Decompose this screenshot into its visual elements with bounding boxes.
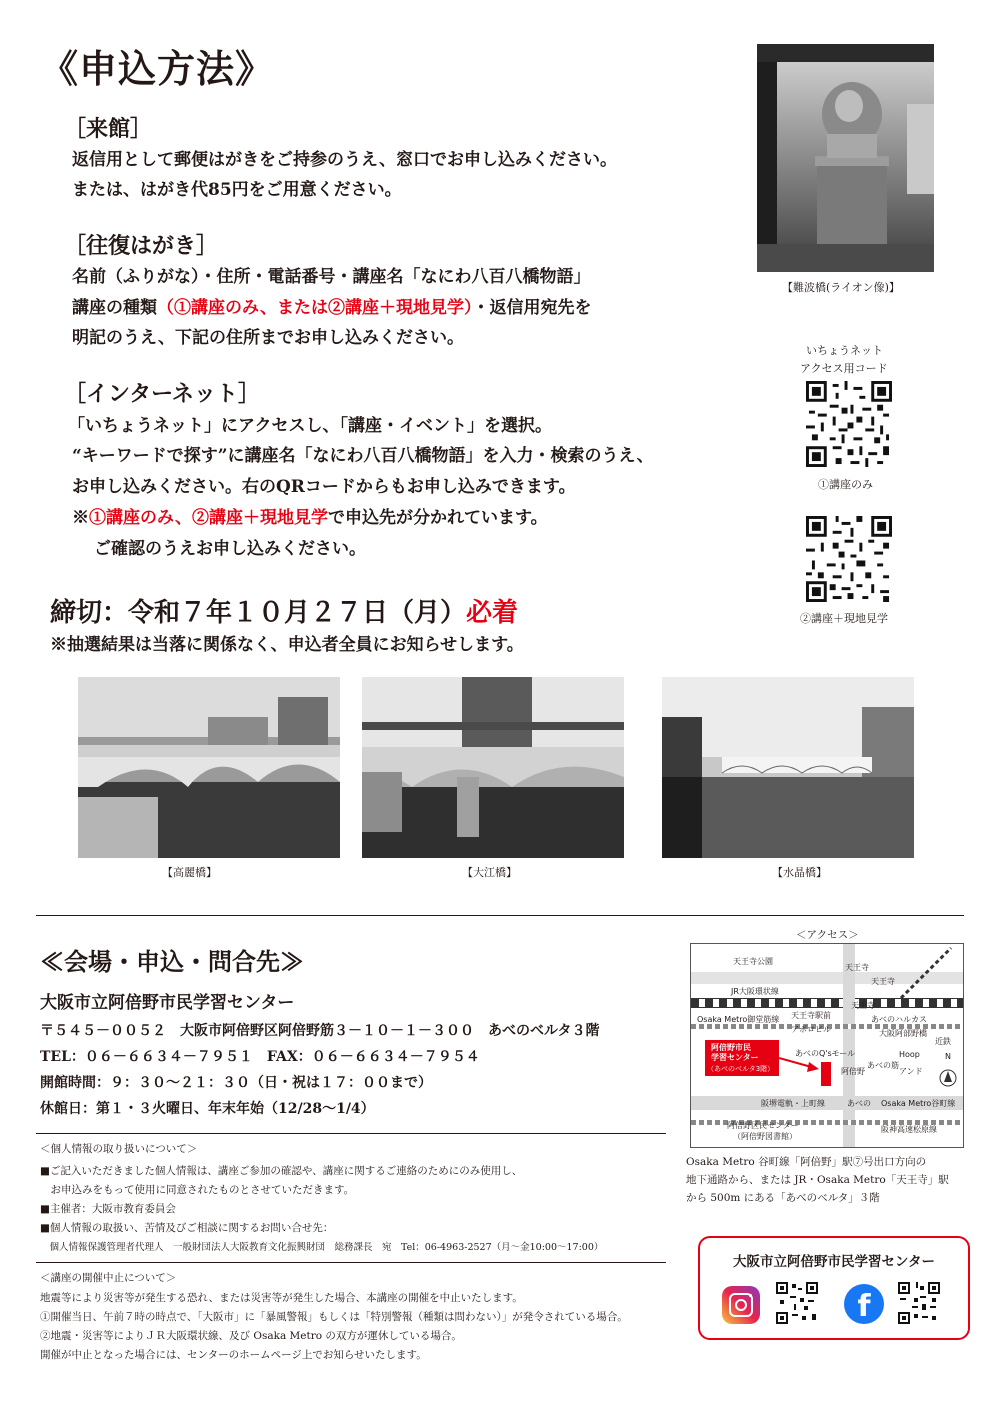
sns-title: 大阪市立阿倍野市民学習センター [733, 1254, 935, 1270]
oebashi-bridge-illustration [362, 677, 624, 858]
access-line-1: Osaka Metro 谷町線「阿倍野」駅⑦号出口方向の [686, 1156, 927, 1168]
map-label-abeno-suji: あべの筋 [867, 1061, 899, 1070]
north-arrow-icon [937, 1064, 959, 1088]
access-line-3: から 500m にある「あべのベルタ」３階 [686, 1192, 880, 1204]
kintetsu-railway [891, 944, 963, 998]
internet-line-4-post: で申込先が分かれています。 [328, 508, 548, 528]
lion-statue-illustration [757, 44, 934, 272]
qr-code-course-and-tour[interactable] [806, 516, 892, 602]
oebashi-caption: 【大江橋】 [462, 866, 517, 879]
venue-closed-days: 休館日：第１・３火曜日、年末年始（12/28～1/4） [40, 1101, 375, 1117]
qr-icon [806, 381, 892, 467]
postcard-heading: ［往復はがき］ [64, 233, 219, 259]
map-label-hanshin: 阪神高速松原線 [881, 1125, 937, 1134]
internet-line-2: “キーワードで探す”に講座名「なにわ八百八橋物語」を入力・検索のうえ、 [72, 446, 654, 466]
map-label-tennoji-park: 天王寺公園 [733, 957, 773, 966]
deadline-must-arrive: 必着 [466, 598, 519, 628]
map-label-north: N [945, 1052, 951, 1061]
venue-hours: 開館時間：９：３０～２１：３０（日・祝は１７：００まで） [40, 1075, 432, 1091]
lion-statue-photo [757, 44, 934, 272]
qr-icon [776, 1282, 818, 1324]
map-label-tennoji-ekimae: 天王寺駅前 [791, 1011, 831, 1020]
postcard-line-2 [72, 293, 592, 318]
map-label-qs-mall: あべのQ'sモール [795, 1049, 856, 1058]
qr-icon [898, 1282, 940, 1324]
map-label-abeno-2: あべの [847, 1099, 871, 1108]
map-label-center-2: 学習センター [711, 1053, 759, 1062]
map-label-tennoji-1: 天王寺 [845, 963, 869, 972]
map-label-midosuji: Osaka Metro御堂筋線 [697, 1015, 780, 1024]
postcard-line-2-pre: 講座の種類 [72, 298, 157, 318]
koraibashi-photo [78, 677, 340, 858]
page-title: 《申込方法》 [40, 46, 275, 91]
privacy-organizer: ■主催者：大阪市教育委員会 [40, 1203, 176, 1215]
map-label-ward-center: 阿倍野区民センター [727, 1121, 799, 1130]
map-label-center-1: 阿倍野市民 [711, 1043, 751, 1052]
internet-line-1: 「いちょうネット」にアクセスし、「講座・イベント」を選択。 [68, 416, 552, 436]
visit-heading: ［来館］ [64, 116, 153, 142]
map-label-library: （阿倍野図書館） [733, 1132, 797, 1141]
sns-box [698, 1236, 970, 1340]
cancel-line-2: ①開催当日、午前７時の時点で、「大阪市」に「暴風警報」もしくは「特別警報（種類は問わない）」が発令されている場合。 [40, 1311, 628, 1323]
koraibashi-bridge-illustration [78, 677, 340, 858]
privacy-line-2: お申込みをもって使用に同意されたものとさせていただきます。 [40, 1184, 355, 1196]
cancel-line-4: 開催が中止となった場合には、センターのホームページ上でお知らせいたします。 [40, 1349, 427, 1361]
qr-code-course-only[interactable] [806, 381, 892, 467]
privacy-contact: 個人情報保護管理者代理人 一般財団法人大阪教育文化振興財団 総務課長 宛 Tel：06-4963-2527（月～金10:00～17:00） [40, 1242, 604, 1253]
privacy-divider [36, 1133, 666, 1134]
suishobashi-caption: 【水晶橋】 [772, 866, 827, 879]
oebashi-photo [362, 677, 624, 858]
map-label-jr-line: JR大阪環状線 [731, 987, 779, 996]
deadline-date: 締切：令和７年１０月２７日（月） [50, 598, 467, 628]
venue-heading: ≪会場・申込・問合先≫ [40, 947, 304, 976]
postcard-line-3: 明記のうえ、下記の住所までお申し込みください。 [72, 328, 465, 348]
map-label-and: アンド [899, 1067, 923, 1076]
internet-line-4 [72, 503, 548, 528]
map-label-hoop: Hoop [899, 1050, 920, 1059]
main-street [843, 944, 855, 1147]
qr-course-tour-caption: ②講座＋現地見学 [800, 612, 888, 625]
qr-title-2: アクセス用コード [800, 362, 888, 375]
map-label-tennoji-2: 天王寺 [871, 977, 895, 986]
map-label-harukas: あべのハルカス [871, 1015, 927, 1024]
cancel-title: ＜講座の開催中止について＞ [40, 1272, 177, 1284]
qr-title-1: いちょうネット [806, 344, 883, 357]
access-line-2: 地下通路から、または JR・Osaka Metro「天王寺」駅 [686, 1174, 949, 1186]
lion-photo-caption: 【難波橋(ライオン像)】 [782, 281, 900, 294]
visit-line-2: または、はがき代85円をご用意ください。 [72, 180, 402, 200]
map-label-kintetsu-station: 大阪阿部野橋 [879, 1029, 927, 1038]
internet-heading: ［インターネット］ [64, 381, 261, 407]
instagram-qr-code[interactable] [776, 1282, 818, 1324]
access-map [690, 943, 964, 1148]
suishobashi-photo [662, 677, 914, 858]
facebook-icon[interactable]: f [844, 1284, 884, 1324]
map-label-abeno-station: 阿倍野 [841, 1067, 865, 1076]
privacy-line-1: ■ご記入いただきました個人情報は、講座ご参加の確認や、講座に関するご連絡のためにのみ使用し、 [40, 1165, 523, 1177]
section-divider [36, 915, 964, 916]
map-label-apollo: アポロビル [791, 1025, 831, 1034]
application-split-highlight: ①講座のみ、②講座＋現地見学 [89, 508, 329, 528]
instagram-icon[interactable] [722, 1286, 760, 1324]
internet-line-4-pre: ※ [72, 508, 89, 528]
access-title: ＜アクセス＞ [796, 929, 859, 941]
jr-railway [691, 998, 963, 1008]
qr-icon [806, 516, 892, 602]
map-label-tennoji-3: 天王寺 [851, 1001, 875, 1010]
privacy-contact-heading: ■個人情報の取扱い、苦情及びご相談に関するお問い合せ先： [40, 1222, 334, 1234]
internet-line-3: お申し込みください。右のQRコードからもお申し込みできます。 [72, 477, 576, 497]
cancel-divider [36, 1262, 666, 1263]
venue-name: 大阪市立阿倍野市民学習センター [40, 993, 295, 1013]
map-label-center-sub: （あべのベルタ3階） [707, 1065, 775, 1073]
facebook-qr-code[interactable] [898, 1282, 940, 1324]
koraibashi-caption: 【高麗橋】 [162, 866, 217, 879]
privacy-title: ＜個人情報の取り扱いについて＞ [40, 1143, 198, 1155]
cancel-line-1: 地震等により災害等が発生する恐れ、または災害等が発生した場合、本講座の開催を中止いたします。 [40, 1292, 523, 1304]
visit-line-1: 返信用として郵便はがきをご持参のうえ、窓口でお申し込みください。 [72, 150, 618, 170]
venue-phone-fax: TEL：０６－６６３４－７９５１ FAX：０６－６６３４－７９５４ [40, 1049, 480, 1065]
internet-line-5: ご確認のうえお申し込みください。 [94, 539, 366, 559]
postcard-line-1: 名前（ふりがな）・住所・電話番号・講座名「なにわ八百八橋物語」 [72, 267, 591, 287]
cancel-line-3: ②地震・災害等によりＪＲ大阪環状線、及び Osaka Metro の双方が運休している場合。 [40, 1330, 462, 1342]
map-label-kintetsu: 近鉄 [935, 1037, 951, 1046]
venue-address: 〒５４５－００５２ 大阪市阿倍野区阿倍野筋３－１０－１－３００ あべのベルタ３階 [40, 1023, 600, 1039]
deadline [50, 592, 518, 629]
map-label-hankai: 阪堺電軌・上町線 [761, 1099, 825, 1108]
postcard-line-2-post: ・返信用宛先を [472, 298, 592, 318]
course-type-highlight: （①講座のみ、または②講座＋現地見学） [157, 298, 473, 318]
map-label-tanimachi: Osaka Metro谷町線 [881, 1099, 956, 1108]
suishobashi-bridge-illustration [662, 677, 914, 858]
lottery-note: ※抽選結果は当落に関係なく、申込者全員にお知らせします。 [50, 635, 524, 655]
qr-course-only-caption: ①講座のみ [818, 478, 873, 491]
